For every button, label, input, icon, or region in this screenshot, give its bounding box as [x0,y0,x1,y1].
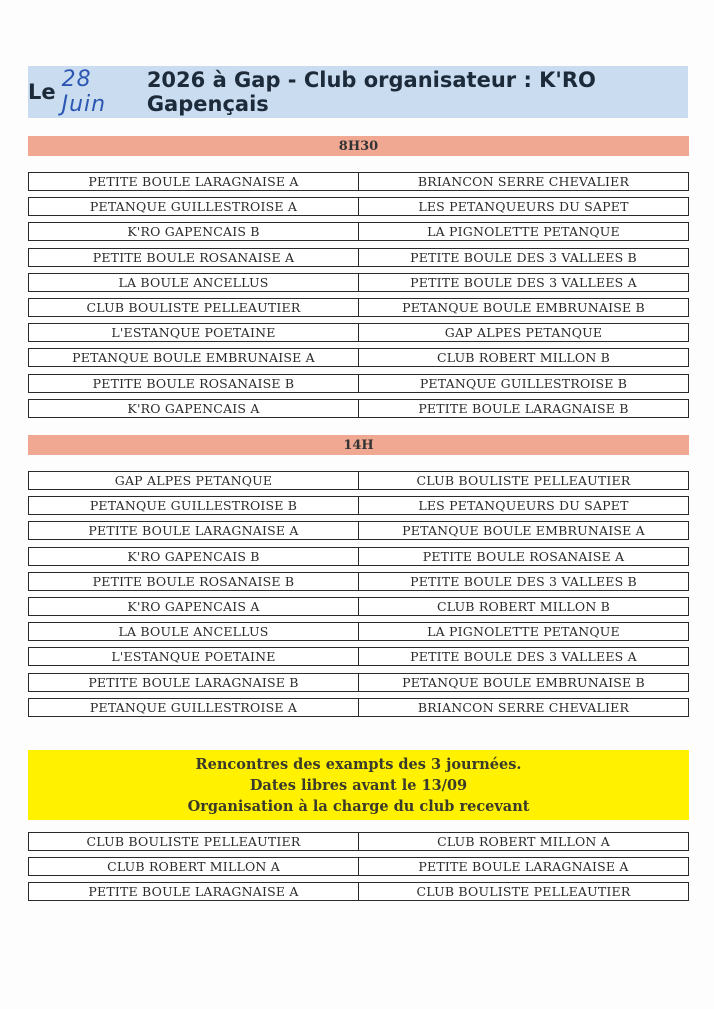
match-row [28,647,689,666]
away-team: LES PETANQUEURS DU SAPET [359,496,689,515]
away-team: LA PIGNOLETTE PETANQUE [359,222,689,241]
away-team: BRIANCON SERRE CHEVALIER [359,172,689,191]
home-team: LA BOULE ANCELLUS [28,622,359,641]
match-row [28,273,689,292]
home-team: K'RO GAPENCAIS B [28,222,359,241]
home-team: PETANQUE GUILLESTROISE A [28,698,359,717]
match-row [28,222,689,241]
home-team: PETITE BOULE ROSANAISE B [28,572,359,591]
away-team: PETITE BOULE DES 3 VALLEES A [359,647,689,666]
home-team: L'ESTANQUE POETAINE [28,323,359,342]
match-row [28,298,689,317]
session-header-14h [28,435,689,455]
home-team: L'ESTANQUE POETAINE [28,647,359,666]
match-row [28,857,689,876]
match-row [28,572,689,591]
home-team: CLUB BOULISTE PELLEAUTIER [28,832,359,851]
match-row [28,521,689,540]
away-team: PETANQUE BOULE EMBRUNAISE A [359,521,689,540]
home-team: PETITE BOULE LARAGNAISE A [28,521,359,540]
match-row [28,172,689,191]
home-team: PETITE BOULE LARAGNAISE A [28,882,359,901]
away-team: CLUB ROBERT MILLON B [359,597,689,616]
home-team: PETANQUE GUILLESTROISE A [28,197,359,216]
home-team: CLUB ROBERT MILLON A [28,857,359,876]
notice-line-1: Rencontres des exampts des 3 journées. [195,755,522,773]
away-team: PETITE BOULE DES 3 VALLEES B [359,248,689,267]
home-team: K'RO GAPENCAIS B [28,547,359,566]
away-team: CLUB BOULISTE PELLEAUTIER [359,882,689,901]
away-team: GAP ALPES PETANQUE [359,323,689,342]
home-team: GAP ALPES PETANQUE [28,471,359,490]
match-row [28,323,689,342]
title-suffix: 2026 à Gap - Club organisateur : K'RO Gapençais [146,68,596,116]
session-header-8h30 [28,136,689,156]
home-team: PETITE BOULE ROSANAISE A [28,248,359,267]
match-row [28,698,689,717]
away-team: PETITE BOULE DES 3 VALLEES B [359,572,689,591]
away-team: BRIANCON SERRE CHEVALIER [359,698,689,717]
match-row [28,348,689,367]
away-team: LES PETANQUEURS DU SAPET [359,197,689,216]
home-team: PETITE BOULE ROSANAISE B [28,374,359,393]
home-team: PETITE BOULE LARAGNAISE A [28,172,359,191]
match-row [28,248,689,267]
away-team: CLUB ROBERT MILLON A [359,832,689,851]
home-team: PETANQUE GUILLESTROISE B [28,496,359,515]
away-team: CLUB ROBERT MILLON B [359,348,689,367]
away-team: PETANQUE BOULE EMBRUNAISE B [359,298,689,317]
match-row [28,374,689,393]
notice-line-2: Dates libres avant le 13/09 [249,776,468,794]
away-team: PETITE BOULE DES 3 VALLEES A [359,273,689,292]
match-row [28,673,689,692]
match-row [28,399,689,418]
match-row [28,622,689,641]
match-row [28,471,689,490]
away-team: LA PIGNOLETTE PETANQUE [359,622,689,641]
home-team: LA BOULE ANCELLUS [28,273,359,292]
home-team: PETANQUE BOULE EMBRUNAISE A [28,348,359,367]
home-team: CLUB BOULISTE PELLEAUTIER [28,298,359,317]
notice-line-3: Organisation à la charge du club recevant [187,797,530,815]
away-team: PETANQUE GUILLESTROISE B [359,374,689,393]
match-row [28,882,689,901]
title-prefix: Le [28,80,56,104]
exempt-notice [28,750,689,820]
home-team: K'RO GAPENCAIS A [28,597,359,616]
away-team: PETITE BOULE ROSANAISE A [359,547,689,566]
session-time: 8H30 [338,138,379,154]
match-row [28,832,689,851]
match-row [28,496,689,515]
page-title [28,66,688,118]
away-team: PETANQUE BOULE EMBRUNAISE B [359,673,689,692]
away-team: PETITE BOULE LARAGNAISE B [359,399,689,418]
match-row [28,197,689,216]
handwritten-date: 28 Juin [61,67,107,117]
home-team: PETITE BOULE LARAGNAISE B [28,673,359,692]
match-row [28,597,689,616]
home-team: K'RO GAPENCAIS A [28,399,359,418]
session-time: 14H [343,437,374,453]
away-team: CLUB BOULISTE PELLEAUTIER [359,471,689,490]
away-team: PETITE BOULE LARAGNAISE A [359,857,689,876]
match-row [28,547,689,566]
